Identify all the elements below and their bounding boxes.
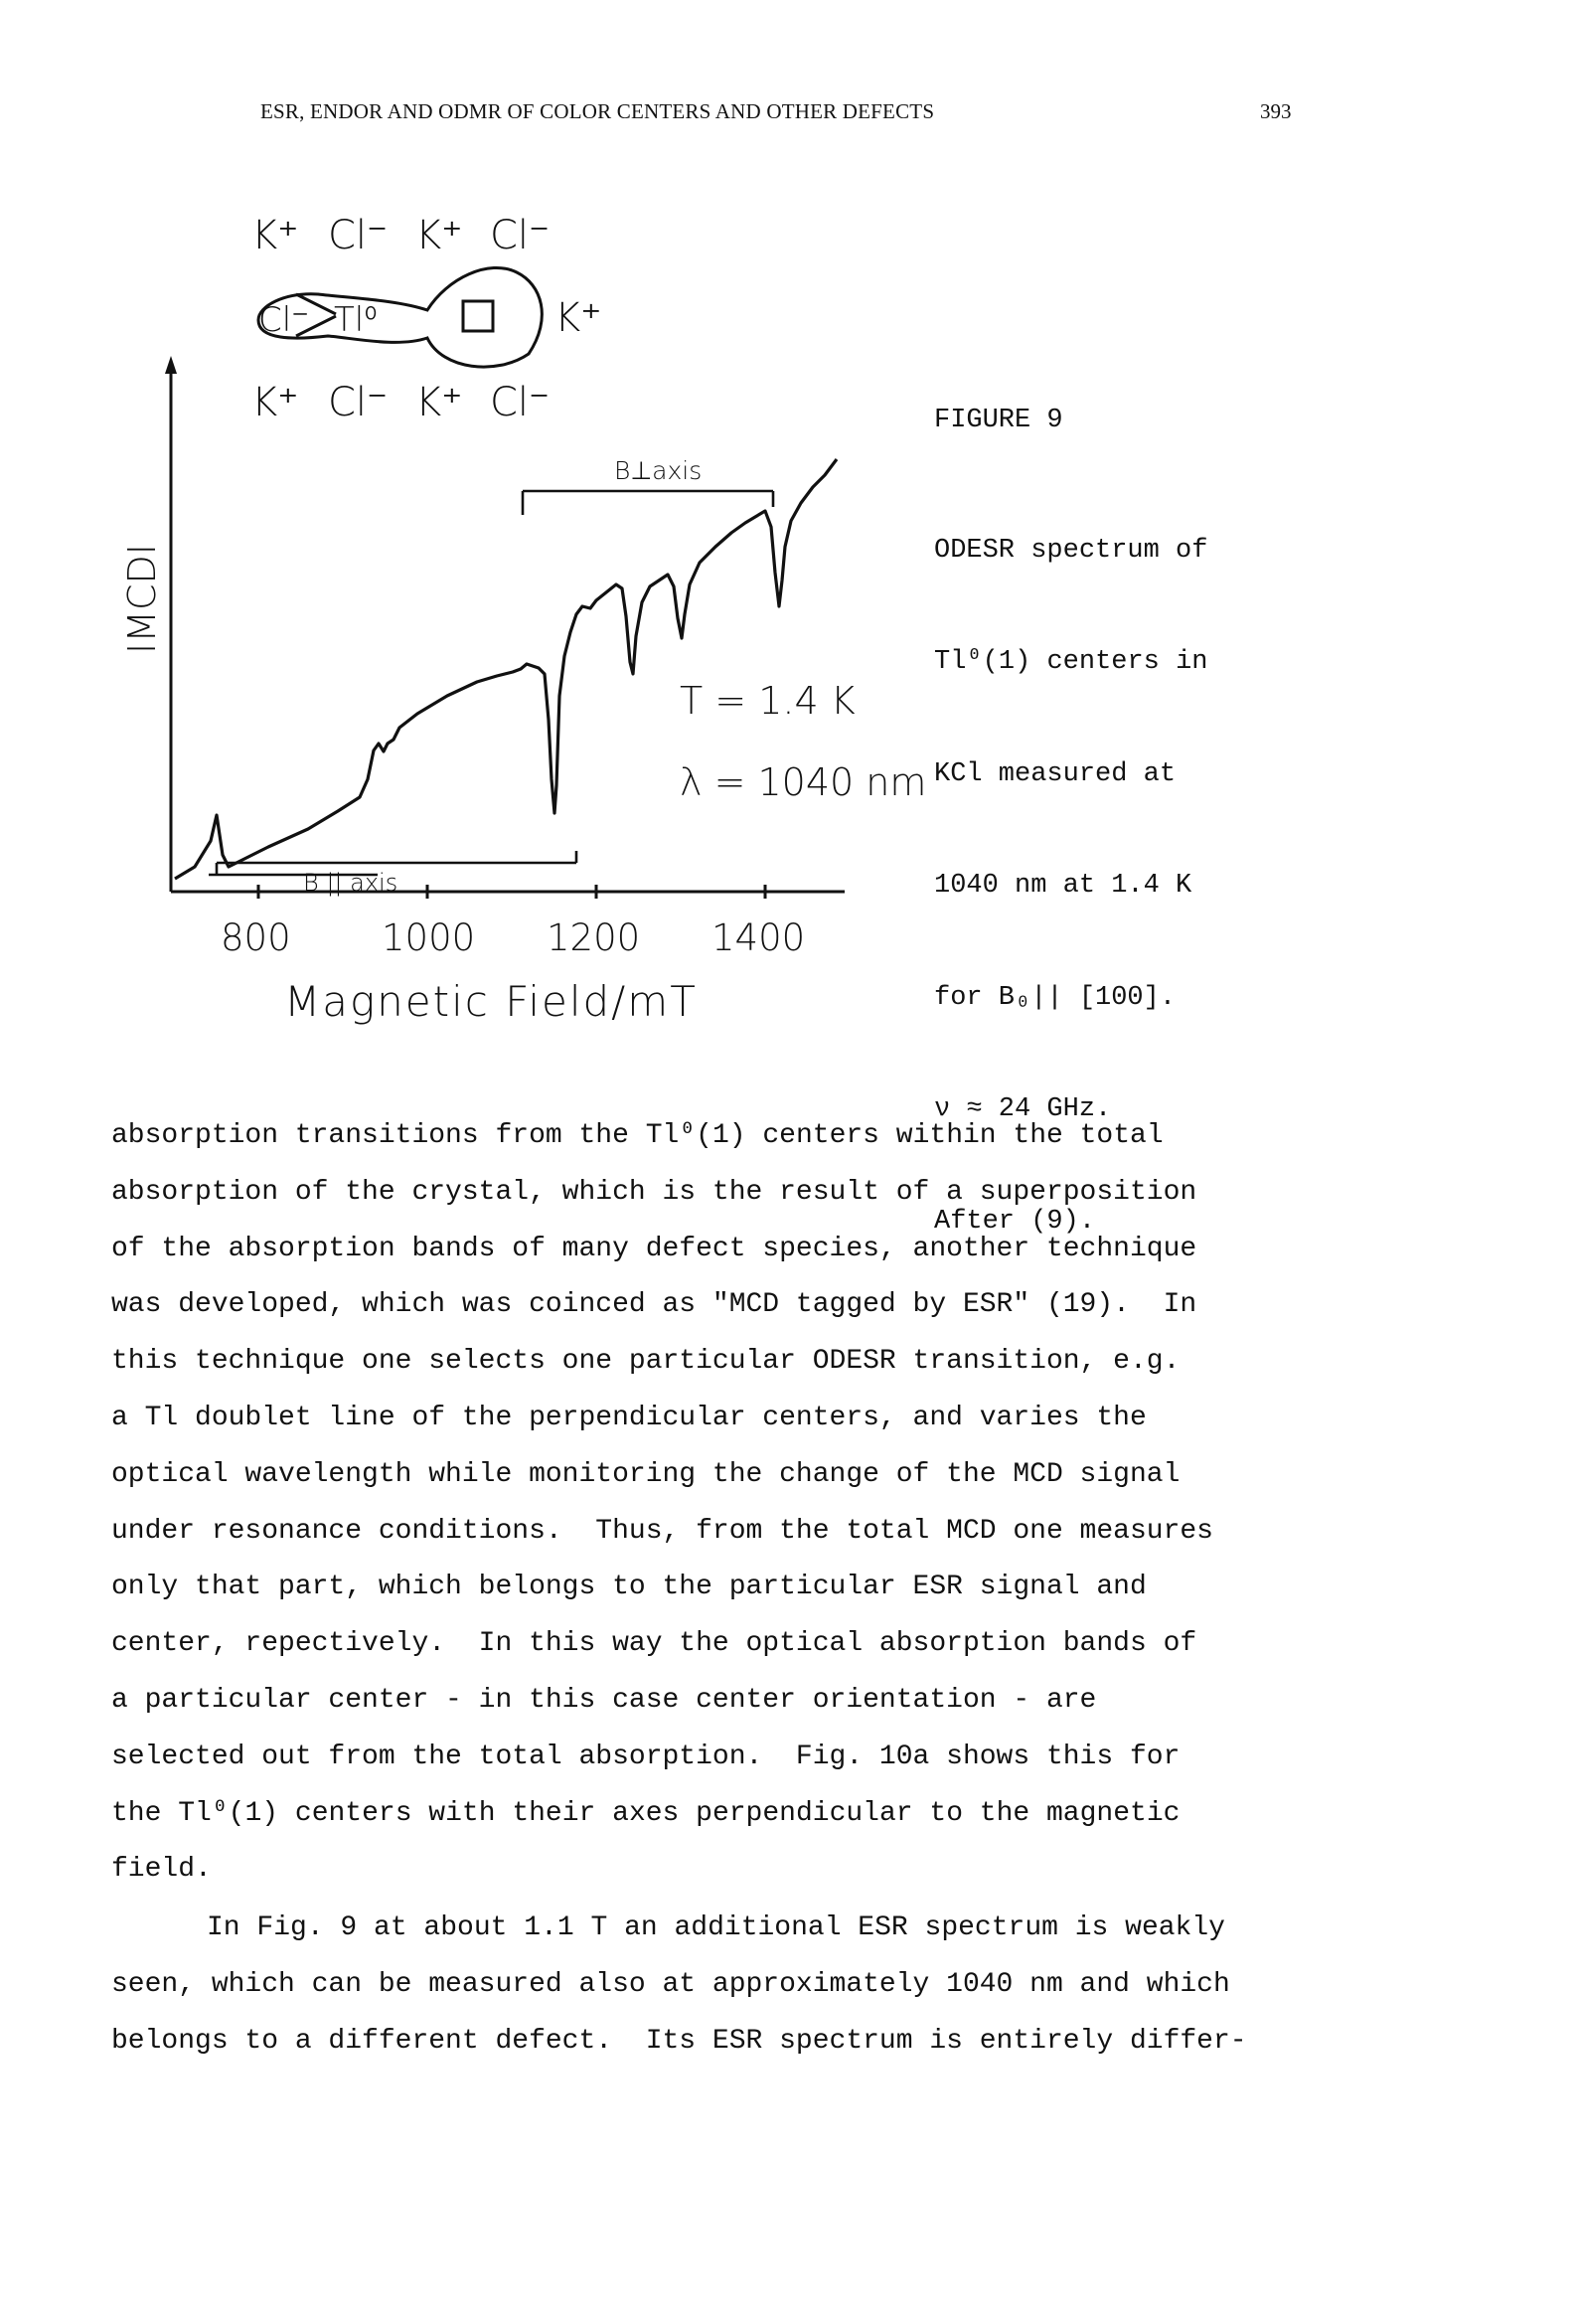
lattice-bottom-1: K⁺ [251,380,299,425]
page-number: 393 [1260,99,1292,123]
lattice-top-1: K⁺ [251,213,299,258]
lattice-top-2: Cl⁻ [328,213,389,258]
lattice-mid-right: K⁺ [554,295,602,341]
body-line: seen, which can be measured also at approximately 1040 nm and which [111,1968,1230,2000]
perp-axis-label: B⊥axis [614,456,703,485]
body-line: absorption of the crystal, which is the result of a superposition [111,1176,1197,1208]
body-text [111,1108,1343,2071]
x-tick-label-1200: 1200 [547,916,641,959]
figure-9-spectrum [99,199,927,1034]
caption-line: KCl measured at [934,758,1177,789]
caption-line: for B₀|| [100]. [934,982,1177,1013]
caption-line: 1040 nm at 1.4 K [934,871,1192,901]
caption-line: ODESR spectrum of [934,535,1208,566]
y-axis-arrowhead [165,356,177,374]
body-line: the Tl⁰(1) centers with their axes perpendicular to the magnetic [111,1797,1181,1829]
x-axis-label: Magnetic Field/mT [284,977,698,1026]
lattice-bottom-4: Cl⁻ [490,380,551,425]
lattice-top-3: K⁺ [415,213,463,258]
body-line: selected out from the total absorption. Fig. 10a shows this for [111,1741,1181,1772]
y-axis-label: IMCDI [120,544,164,654]
caption-line: After (9). [934,1206,1096,1237]
body-line: belongs to a different defect. Its ESR spectrum is entirely differ- [111,2025,1247,2057]
body-line: a Tl doublet line of the perpendicular centers, and varies the [111,1402,1147,1433]
body-line: field. [111,1854,212,1886]
x-tick-label-1400: 1400 [711,916,806,959]
lattice-center-atom: Tl⁰ [334,300,378,340]
body-line: under resonance conditions. Thus, from the total MCD one measures [111,1515,1213,1547]
lattice-mid-left: Cl⁻ [258,300,310,340]
body-line: a particular center - in this case center orientation - are [111,1684,1097,1716]
lattice-vacancy-square [463,301,493,331]
lattice-bottom-3: K⁺ [415,380,463,425]
caption-line: Tl⁰(1) centers in [934,647,1208,677]
caption-line: ν ≈ 24 GHz. [934,1094,1112,1124]
body-line: this technique one selects one particular ODESR transition, e.g. [111,1346,1181,1378]
body-line: In Fig. 9 at about 1.1 T an additional ESR spectrum is weakly [207,1912,1225,1944]
x-tick-label-1000: 1000 [382,916,476,959]
lattice-diagram [251,213,601,425]
x-tick-label-800: 800 [221,916,291,959]
body-line: was developed, which was coinced as "MCD tagged by ESR" (19). In [111,1289,1197,1321]
body-line: center, repectively. In this way the optical absorption bands of [111,1628,1197,1660]
wavelength-label: λ = 1040 nm [680,760,927,804]
body-line: absorption transitions from the Tl⁰(1) centers within the total [111,1120,1164,1151]
body-line: of the absorption bands of many defect species, another technique [111,1233,1197,1264]
body-line: only that part, which belongs to the particular ESR signal and [111,1572,1147,1603]
temperature-label: T = 1.4 K [680,679,856,723]
running-head: ESR, ENDOR AND ODMR OF COLOR CENTERS AND OTHER DEFECTS [260,99,935,123]
body-line: optical wavelength while monitoring the change of the MCD signal [111,1458,1181,1490]
lattice-bottom-2: Cl⁻ [328,380,389,425]
spectrum-trace [175,459,837,879]
caption-title: FIGURE 9 [934,406,1063,435]
lattice-top-4: Cl⁻ [490,213,551,258]
perp-axis-bracket [523,491,773,515]
parallel-axis-label: B || axis [303,869,398,897]
